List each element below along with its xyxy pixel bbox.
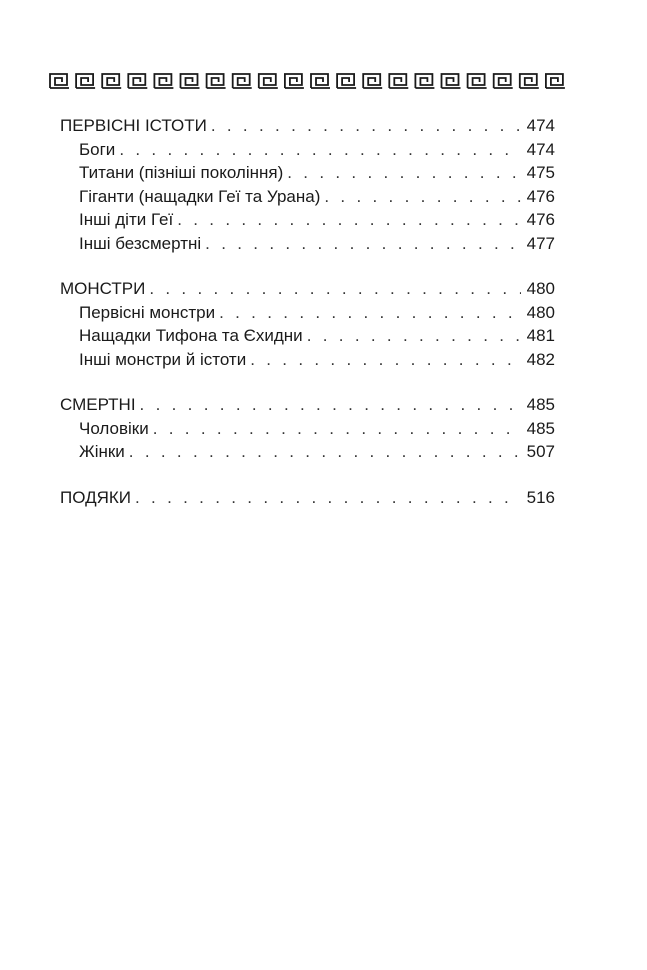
toc-page-number: 507 (526, 442, 555, 461)
toc-page-number: 477 (526, 233, 555, 253)
toc-section-acknowledgements (60, 486, 555, 510)
greek-key-motif (128, 74, 147, 88)
leader-dots (287, 161, 520, 185)
greek-key-motif (76, 74, 95, 88)
greek-key-motif (494, 74, 513, 88)
toc-section-primordial (60, 114, 555, 255)
leader-dots (135, 486, 521, 510)
greek-key-motif (233, 74, 252, 88)
toc-entry-row[interactable] (60, 208, 555, 232)
greek-key-motif (181, 74, 200, 88)
toc-page-number: 474 (526, 139, 555, 159)
greek-key-motif (259, 74, 278, 88)
toc-heading-row[interactable] (60, 393, 555, 417)
toc-entry-row[interactable] (60, 185, 555, 209)
leader-dots (205, 232, 520, 256)
toc-entry-title: Інші діти Геї (79, 210, 174, 229)
toc-entry-title: Жінки (79, 442, 125, 461)
toc-page-number: 480 (526, 279, 555, 298)
greek-key-motif (207, 74, 226, 88)
leader-dots (219, 301, 521, 325)
toc-page-number: 476 (526, 186, 555, 206)
toc-entry-title: Чоловіки (79, 418, 149, 438)
toc-section-monsters (60, 277, 555, 371)
leader-dots (119, 138, 520, 162)
toc-entry-row[interactable] (60, 138, 555, 162)
toc-entry-row[interactable] (60, 417, 555, 441)
greek-key-motif (337, 74, 356, 88)
toc-heading-row[interactable] (60, 277, 555, 301)
greek-key-motif (442, 74, 461, 88)
leader-dots (211, 114, 521, 138)
toc-entry-title: Нащадки Тифона та Єхидни (79, 326, 303, 345)
toc-entry-row[interactable] (60, 232, 555, 256)
toc-page-number: 516 (526, 487, 555, 507)
toc-entry-title: Інші монстри й істоти (79, 349, 247, 369)
table-of-contents (60, 114, 555, 531)
toc-page-number: 485 (526, 395, 555, 414)
leader-dots (140, 393, 521, 417)
toc-entry-row[interactable] (60, 161, 555, 185)
greek-key-motif (468, 74, 487, 88)
toc-entry-row[interactable] (60, 301, 555, 325)
toc-section-mortals (60, 393, 555, 464)
toc-entry-row[interactable] (60, 440, 555, 464)
toc-entry-title: Первісні монстри (79, 302, 216, 322)
greek-key-motif (415, 74, 434, 88)
leader-dots (307, 324, 521, 348)
leader-dots (250, 348, 520, 372)
toc-heading-title: МОНСТРИ (60, 279, 146, 298)
toc-entry-title: Гіганти (нащадки Геї та Урана) (79, 186, 321, 206)
leader-dots (153, 417, 521, 441)
leader-dots (177, 208, 520, 232)
toc-page-number: 481 (526, 326, 555, 345)
toc-heading-title: ПЕРВІСНІ ІСТОТИ (60, 116, 207, 135)
toc-page-number: 475 (526, 163, 555, 182)
toc-heading-row[interactable] (60, 114, 555, 138)
toc-entry-title: Інші безсмертні (79, 233, 202, 253)
toc-page-number: 482 (526, 349, 555, 369)
greek-key-motif (363, 74, 382, 88)
toc-entry-title: Боги (79, 139, 116, 159)
toc-page-number: 476 (526, 210, 555, 229)
leader-dots (129, 440, 521, 464)
toc-page-number: 485 (526, 418, 555, 438)
greek-key-motif (154, 74, 173, 88)
toc-entry-title: Титани (пізніші покоління) (79, 163, 284, 182)
greek-key-motif (389, 74, 408, 88)
toc-page-number: 480 (526, 302, 555, 322)
toc-heading-title: ПОДЯКИ (60, 487, 131, 507)
greek-key-border (49, 73, 571, 89)
toc-entry-row[interactable] (60, 324, 555, 348)
greek-key-motif (520, 74, 539, 88)
greek-key-motif (285, 74, 304, 88)
toc-page-number: 474 (526, 116, 555, 135)
greek-key-motif (311, 74, 330, 88)
toc-heading-row[interactable] (60, 486, 555, 510)
leader-dots (324, 185, 520, 209)
greek-key-motif (102, 74, 121, 88)
greek-key-motif (546, 74, 565, 88)
toc-entry-row[interactable] (60, 348, 555, 372)
leader-dots (149, 277, 520, 301)
greek-key-motif (50, 74, 69, 88)
toc-heading-title: СМЕРТНІ (60, 395, 136, 414)
